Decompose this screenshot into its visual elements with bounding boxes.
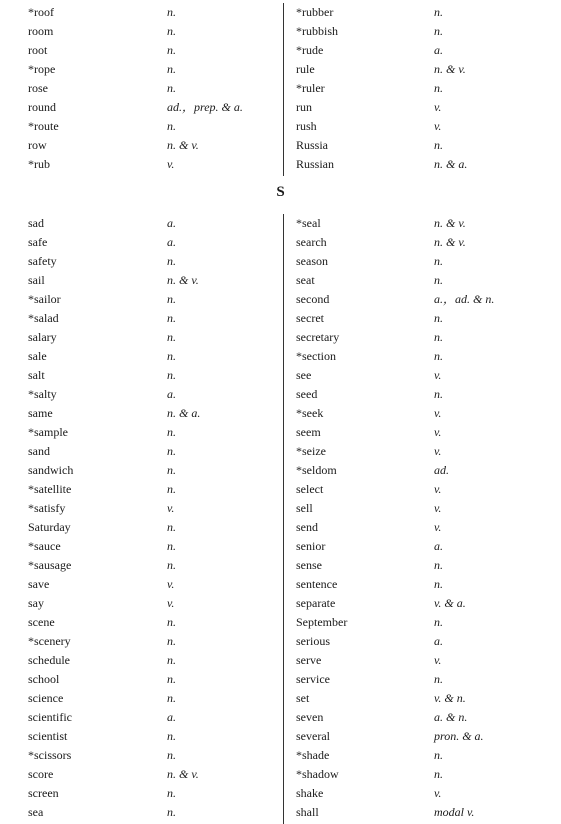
- headword: sale: [28, 349, 47, 363]
- part-of-speech: n.: [167, 463, 176, 477]
- part-of-speech: n. & v.: [167, 767, 199, 781]
- part-of-speech: n. & v.: [434, 62, 466, 76]
- word-entry: [28, 328, 278, 347]
- part-of-speech: v.: [434, 406, 442, 420]
- part-of-speech: v.: [434, 444, 442, 458]
- headword: *section: [296, 349, 336, 363]
- word-entry: [296, 60, 546, 79]
- headword: save: [28, 577, 50, 591]
- word-entry: [28, 594, 278, 613]
- word-entry: [296, 328, 546, 347]
- word-entry: [28, 271, 278, 290]
- headword: *sailor: [28, 292, 61, 306]
- part-of-speech: n.: [167, 729, 176, 743]
- word-entry: [28, 41, 278, 60]
- part-of-speech: n.: [167, 748, 176, 762]
- part-of-speech: n.: [434, 81, 443, 95]
- column-divider: [283, 214, 284, 824]
- headword: *rubber: [296, 5, 334, 19]
- part-of-speech: n. & v.: [434, 235, 466, 249]
- part-of-speech: v.: [167, 157, 175, 171]
- headword: send: [296, 520, 318, 534]
- headword: seat: [296, 273, 315, 287]
- headword: Saturday: [28, 520, 71, 534]
- word-entry: [28, 556, 278, 575]
- headword: *seek: [296, 406, 324, 420]
- word-entry: [28, 689, 278, 708]
- word-entry: [28, 79, 278, 98]
- section-letter-heading: S: [276, 184, 285, 200]
- headword: *satisfy: [28, 501, 66, 515]
- word-entry: [28, 233, 278, 252]
- headword: secret: [296, 311, 324, 325]
- headword: school: [28, 672, 60, 686]
- word-entry: [296, 461, 546, 480]
- part-of-speech: n. & a.: [434, 157, 468, 171]
- part-of-speech: n.: [167, 330, 176, 344]
- headword: search: [296, 235, 327, 249]
- part-of-speech: n.: [167, 520, 176, 534]
- word-entry: [28, 423, 278, 442]
- part-of-speech: n.: [167, 119, 176, 133]
- part-of-speech: v.: [167, 501, 175, 515]
- headword: *rude: [296, 43, 324, 57]
- word-entry: [296, 575, 546, 594]
- part-of-speech: n.: [167, 805, 176, 819]
- headword: same: [28, 406, 53, 420]
- part-of-speech: n.: [167, 672, 176, 686]
- word-entry: [28, 309, 278, 328]
- word-entry: [296, 613, 546, 632]
- word-entry: [28, 499, 278, 518]
- word-entry: [296, 385, 546, 404]
- part-of-speech: n.: [167, 539, 176, 553]
- headword: *scenery: [28, 634, 71, 648]
- part-of-speech: pron. & a.: [434, 729, 484, 743]
- word-entry: [296, 746, 546, 765]
- headword: score: [28, 767, 54, 781]
- headword: *sample: [28, 425, 68, 439]
- word-entry: [296, 79, 546, 98]
- headword: run: [296, 100, 312, 114]
- part-of-speech: n.: [167, 482, 176, 496]
- headword: scene: [28, 615, 55, 629]
- headword: *route: [28, 119, 59, 133]
- headword: *salty: [28, 387, 57, 401]
- part-of-speech: a.: [434, 634, 443, 648]
- headword: see: [296, 368, 312, 382]
- part-of-speech: n.: [434, 273, 443, 287]
- word-entry: [296, 499, 546, 518]
- headword: *seize: [296, 444, 326, 458]
- word-entry: [28, 252, 278, 271]
- headword: sad: [28, 216, 44, 230]
- headword: safety: [28, 254, 57, 268]
- part-of-speech: a.，ad. & n.: [434, 292, 495, 306]
- headword: *sausage: [28, 558, 72, 572]
- part-of-speech: n.: [434, 349, 443, 363]
- word-entry: [296, 41, 546, 60]
- word-entry: [296, 233, 546, 252]
- part-of-speech: n.: [434, 672, 443, 686]
- word-entry: [28, 784, 278, 803]
- word-entry: [28, 404, 278, 423]
- part-of-speech: n.: [167, 254, 176, 268]
- part-of-speech: a.: [167, 216, 176, 230]
- headword: separate: [296, 596, 336, 610]
- headword: *seldom: [296, 463, 337, 477]
- headword: say: [28, 596, 44, 610]
- word-entry: [28, 155, 278, 174]
- headword: round: [28, 100, 56, 114]
- word-entry: [296, 632, 546, 651]
- word-entry: [296, 404, 546, 423]
- part-of-speech: v.: [434, 786, 442, 800]
- part-of-speech: n.: [434, 330, 443, 344]
- part-of-speech: v.: [434, 501, 442, 515]
- headword: season: [296, 254, 328, 268]
- headword: several: [296, 729, 330, 743]
- word-entry: [296, 3, 546, 22]
- part-of-speech: v.: [434, 425, 442, 439]
- headword: sell: [296, 501, 313, 515]
- part-of-speech: n.: [434, 558, 443, 572]
- word-entry: [28, 537, 278, 556]
- headword: rose: [28, 81, 48, 95]
- word-entry: [28, 385, 278, 404]
- part-of-speech: v.: [434, 368, 442, 382]
- headword: seven: [296, 710, 324, 724]
- word-entry: [28, 22, 278, 41]
- part-of-speech: a.: [434, 539, 443, 553]
- part-of-speech: n. & v.: [167, 273, 199, 287]
- headword: service: [296, 672, 330, 686]
- word-entry: [296, 442, 546, 461]
- word-entry: [296, 556, 546, 575]
- word-entry: [296, 155, 546, 174]
- word-entry: [296, 22, 546, 41]
- word-entry: [296, 689, 546, 708]
- part-of-speech: n. & a.: [167, 406, 201, 420]
- word-entry: [296, 347, 546, 366]
- headword: scientist: [28, 729, 68, 743]
- part-of-speech: n.: [167, 425, 176, 439]
- headword: rule: [296, 62, 315, 76]
- headword: September: [296, 615, 348, 629]
- part-of-speech: n.: [434, 311, 443, 325]
- word-entry: [28, 651, 278, 670]
- part-of-speech: v.: [167, 596, 175, 610]
- headword: sand: [28, 444, 50, 458]
- part-of-speech: n.: [167, 444, 176, 458]
- headword: set: [296, 691, 310, 705]
- part-of-speech: a.: [167, 710, 176, 724]
- word-entry: [28, 214, 278, 233]
- headword: secretary: [296, 330, 340, 344]
- part-of-speech: n.: [434, 577, 443, 591]
- part-of-speech: n.: [167, 653, 176, 667]
- word-entry: [296, 290, 546, 309]
- part-of-speech: n.: [434, 24, 443, 38]
- headword: *rope: [28, 62, 56, 76]
- part-of-speech: n.: [167, 62, 176, 76]
- word-entry: [296, 271, 546, 290]
- word-entry: [28, 60, 278, 79]
- headword: seem: [296, 425, 321, 439]
- word-entry: [28, 347, 278, 366]
- word-entry: [28, 746, 278, 765]
- headword: row: [28, 138, 47, 152]
- headword: *shade: [296, 748, 330, 762]
- headword: salary: [28, 330, 57, 344]
- part-of-speech: n.: [167, 43, 176, 57]
- headword: rush: [296, 119, 317, 133]
- word-entry: [28, 117, 278, 136]
- word-entry: [296, 651, 546, 670]
- word-entry: [296, 708, 546, 727]
- headword: sense: [296, 558, 322, 572]
- headword: root: [28, 43, 48, 57]
- headword: salt: [28, 368, 45, 382]
- headword: shall: [296, 805, 319, 819]
- headword: *scissors: [28, 748, 72, 762]
- headword: serve: [296, 653, 322, 667]
- column-divider: [283, 3, 284, 176]
- headword: *rubbish: [296, 24, 338, 38]
- word-entry: [28, 670, 278, 689]
- word-entry: [296, 537, 546, 556]
- part-of-speech: n.: [167, 311, 176, 325]
- headword: *salad: [28, 311, 59, 325]
- part-of-speech: v.: [434, 100, 442, 114]
- headword: safe: [28, 235, 48, 249]
- part-of-speech: v.: [434, 520, 442, 534]
- part-of-speech: n.: [167, 349, 176, 363]
- part-of-speech: v.: [434, 119, 442, 133]
- headword: sea: [28, 805, 44, 819]
- part-of-speech: n.: [167, 634, 176, 648]
- part-of-speech: n.: [434, 138, 443, 152]
- headword: screen: [28, 786, 59, 800]
- part-of-speech: n.: [167, 615, 176, 629]
- word-entry: [296, 784, 546, 803]
- part-of-speech: n.: [167, 558, 176, 572]
- part-of-speech: v.: [434, 653, 442, 667]
- part-of-speech: n.: [167, 786, 176, 800]
- word-entry: [28, 575, 278, 594]
- word-entry: [28, 765, 278, 784]
- word-entry: [296, 252, 546, 271]
- part-of-speech: n.: [167, 24, 176, 38]
- word-entry: [296, 136, 546, 155]
- part-of-speech: modal v.: [434, 805, 475, 819]
- word-entry: [28, 632, 278, 651]
- headword: shake: [296, 786, 324, 800]
- part-of-speech: n.: [434, 748, 443, 762]
- word-entry: [28, 136, 278, 155]
- part-of-speech: v. & a.: [434, 596, 466, 610]
- headword: schedule: [28, 653, 70, 667]
- headword: senior: [296, 539, 326, 553]
- headword: sail: [28, 273, 45, 287]
- word-entry: [28, 461, 278, 480]
- headword: sentence: [296, 577, 338, 591]
- word-entry: [28, 803, 278, 822]
- part-of-speech: v. & n.: [434, 691, 466, 705]
- word-entry: [296, 670, 546, 689]
- headword: *seal: [296, 216, 321, 230]
- word-entry: [296, 309, 546, 328]
- part-of-speech: n.: [434, 767, 443, 781]
- word-entry: [28, 727, 278, 746]
- headword: room: [28, 24, 54, 38]
- part-of-speech: ad.: [434, 463, 449, 477]
- headword: scientific: [28, 710, 72, 724]
- word-entry: [28, 98, 278, 117]
- headword: *ruler: [296, 81, 325, 95]
- word-entry: [296, 366, 546, 385]
- part-of-speech: n.: [434, 254, 443, 268]
- part-of-speech: n. & v.: [434, 216, 466, 230]
- headword: *satellite: [28, 482, 72, 496]
- word-entry: [28, 3, 278, 22]
- part-of-speech: n.: [167, 691, 176, 705]
- part-of-speech: n.: [434, 5, 443, 19]
- part-of-speech: n.: [434, 615, 443, 629]
- word-entry: [296, 803, 546, 822]
- part-of-speech: n.: [434, 387, 443, 401]
- word-entry: [296, 214, 546, 233]
- headword: second: [296, 292, 330, 306]
- word-entry: [296, 423, 546, 442]
- word-entry: [296, 518, 546, 537]
- headword: *roof: [28, 5, 54, 19]
- word-entry: [28, 442, 278, 461]
- headword: *shadow: [296, 767, 339, 781]
- part-of-speech: v.: [434, 482, 442, 496]
- word-entry: [28, 366, 278, 385]
- word-entry: [296, 765, 546, 784]
- part-of-speech: a.: [434, 43, 443, 57]
- headword: seed: [296, 387, 318, 401]
- word-entry: [28, 518, 278, 537]
- part-of-speech: n. & v.: [167, 138, 199, 152]
- headword: Russian: [296, 157, 335, 171]
- word-entry: [28, 480, 278, 499]
- headword: *rub: [28, 157, 50, 171]
- word-entry: [28, 708, 278, 727]
- word-entry: [296, 727, 546, 746]
- headword: science: [28, 691, 64, 705]
- headword: Russia: [296, 138, 329, 152]
- word-entry: [296, 480, 546, 499]
- word-entry: [296, 594, 546, 613]
- part-of-speech: n.: [167, 292, 176, 306]
- headword: select: [296, 482, 324, 496]
- part-of-speech: n.: [167, 81, 176, 95]
- part-of-speech: n.: [167, 368, 176, 382]
- word-entry: [28, 613, 278, 632]
- word-entry: [296, 98, 546, 117]
- part-of-speech: a. & n.: [434, 710, 468, 724]
- part-of-speech: v.: [167, 577, 175, 591]
- part-of-speech: a.: [167, 387, 176, 401]
- headword: sandwich: [28, 463, 74, 477]
- part-of-speech: ad.，prep. & a.: [167, 100, 243, 114]
- headword: *sauce: [28, 539, 61, 553]
- word-entry: [28, 290, 278, 309]
- headword: serious: [296, 634, 330, 648]
- part-of-speech: n.: [167, 5, 176, 19]
- part-of-speech: a.: [167, 235, 176, 249]
- word-entry: [296, 117, 546, 136]
